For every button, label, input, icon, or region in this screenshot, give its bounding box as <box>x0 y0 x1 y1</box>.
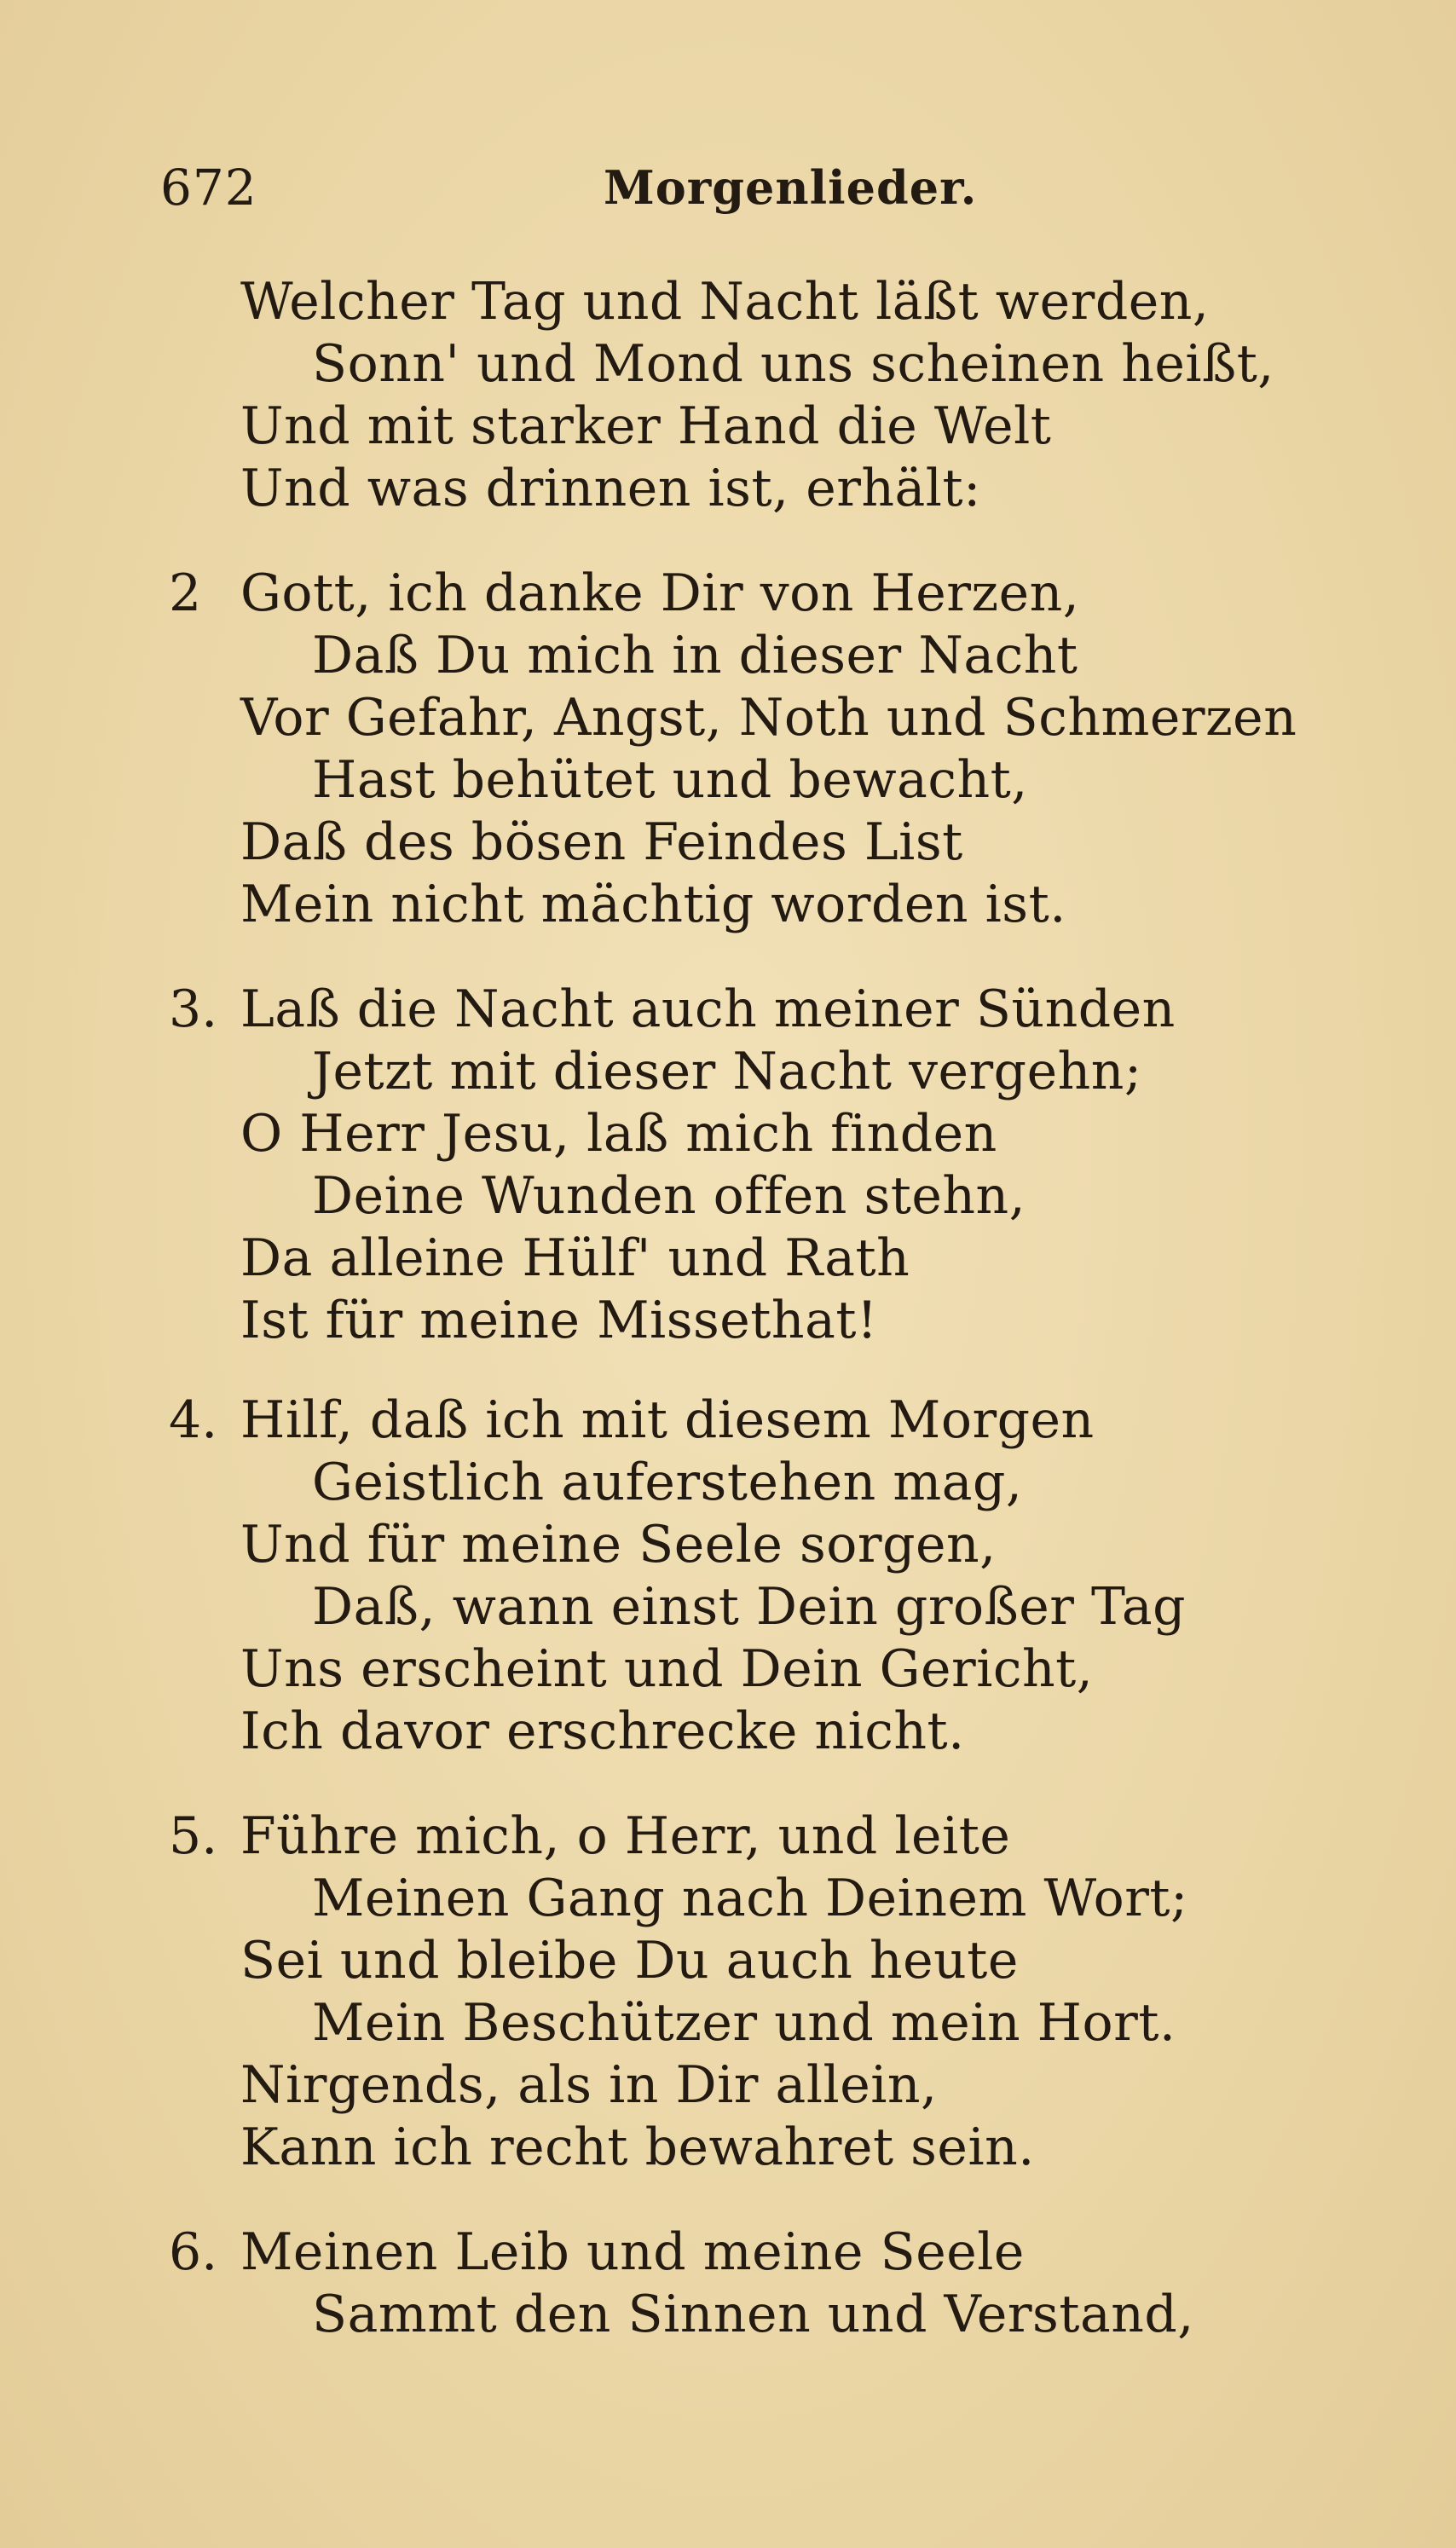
page-header <box>160 159 1354 235</box>
verse-line: Daß Du mich in dieser Nacht <box>312 626 1078 685</box>
verse-line: Gott, ich danke Dir von Herzen, <box>240 563 1080 623</box>
intro-line: Sonn' und Mond uns scheinen heißt, <box>312 334 1274 394</box>
verse-line: Vor Gefahr, Angst, Noth und Schmerzen <box>240 688 1297 748</box>
verse-line: Ich davor erschrecke nicht. <box>240 1702 965 1761</box>
verse-line: Meinen Gang nach Deinem Wort; <box>312 1869 1188 1928</box>
verse-line: Kann ich recht bewahret sein. <box>240 2118 1035 2177</box>
verse-number: 6. <box>169 2222 218 2282</box>
verse-number: 4. <box>169 1390 218 1450</box>
verse-number: 3. <box>169 979 218 1039</box>
page-number: 672 <box>160 159 257 217</box>
verse-line: Ist für meine Missethat! <box>240 1291 878 1350</box>
verse-line: Da alleine Hülf' und Rath <box>240 1228 910 1288</box>
verse-line: Jetzt mit dieser Nacht vergehn; <box>312 1042 1142 1101</box>
verse-line: Mein nicht mächtig worden ist. <box>240 875 1066 934</box>
verse-line: Hast behütet und bewacht, <box>312 750 1028 810</box>
verse-line: Daß, wann einst Dein großer Tag <box>312 1577 1187 1637</box>
verse-line: Hilf, daß ich mit diesem Morgen <box>240 1390 1095 1450</box>
verse-line: Mein Beschützer und mein Hort. <box>312 1993 1176 2053</box>
verse-line: Nirgends, als in Dir allein, <box>240 2055 938 2115</box>
verse-line: O Herr Jesu, laß mich finden <box>240 1104 997 1164</box>
verse-line: Und für meine Seele sorgen, <box>240 1515 997 1574</box>
verse-line: Meinen Leib und meine Seele <box>240 2222 1025 2282</box>
running-title: Morgenlieder. <box>604 160 978 215</box>
verse-number: 2 <box>169 563 202 623</box>
verse-line: Sammt den Sinnen und Verstand, <box>312 2285 1194 2344</box>
verse-line: Laß die Nacht auch meiner Sünden <box>240 979 1176 1039</box>
verse-line: Deine Wunden offen stehn, <box>312 1166 1026 1226</box>
verse-number: 5. <box>169 1806 218 1866</box>
verse-line: Führe mich, o Herr, und leite <box>240 1806 1011 1866</box>
verse-line: Uns erscheint und Dein Gericht, <box>240 1639 1094 1699</box>
verse-line: Geistlich auferstehen mag, <box>312 1453 1023 1512</box>
intro-line: Welcher Tag und Nacht läßt werden, <box>240 272 1210 332</box>
verse-line: Daß des bösen Feindes List <box>240 812 963 872</box>
intro-line: Und was drinnen ist, erhält: <box>240 459 981 518</box>
intro-line: Und mit starker Hand die Welt <box>240 396 1052 456</box>
verse-line: Sei und bleibe Du auch heute <box>240 1931 1019 1990</box>
